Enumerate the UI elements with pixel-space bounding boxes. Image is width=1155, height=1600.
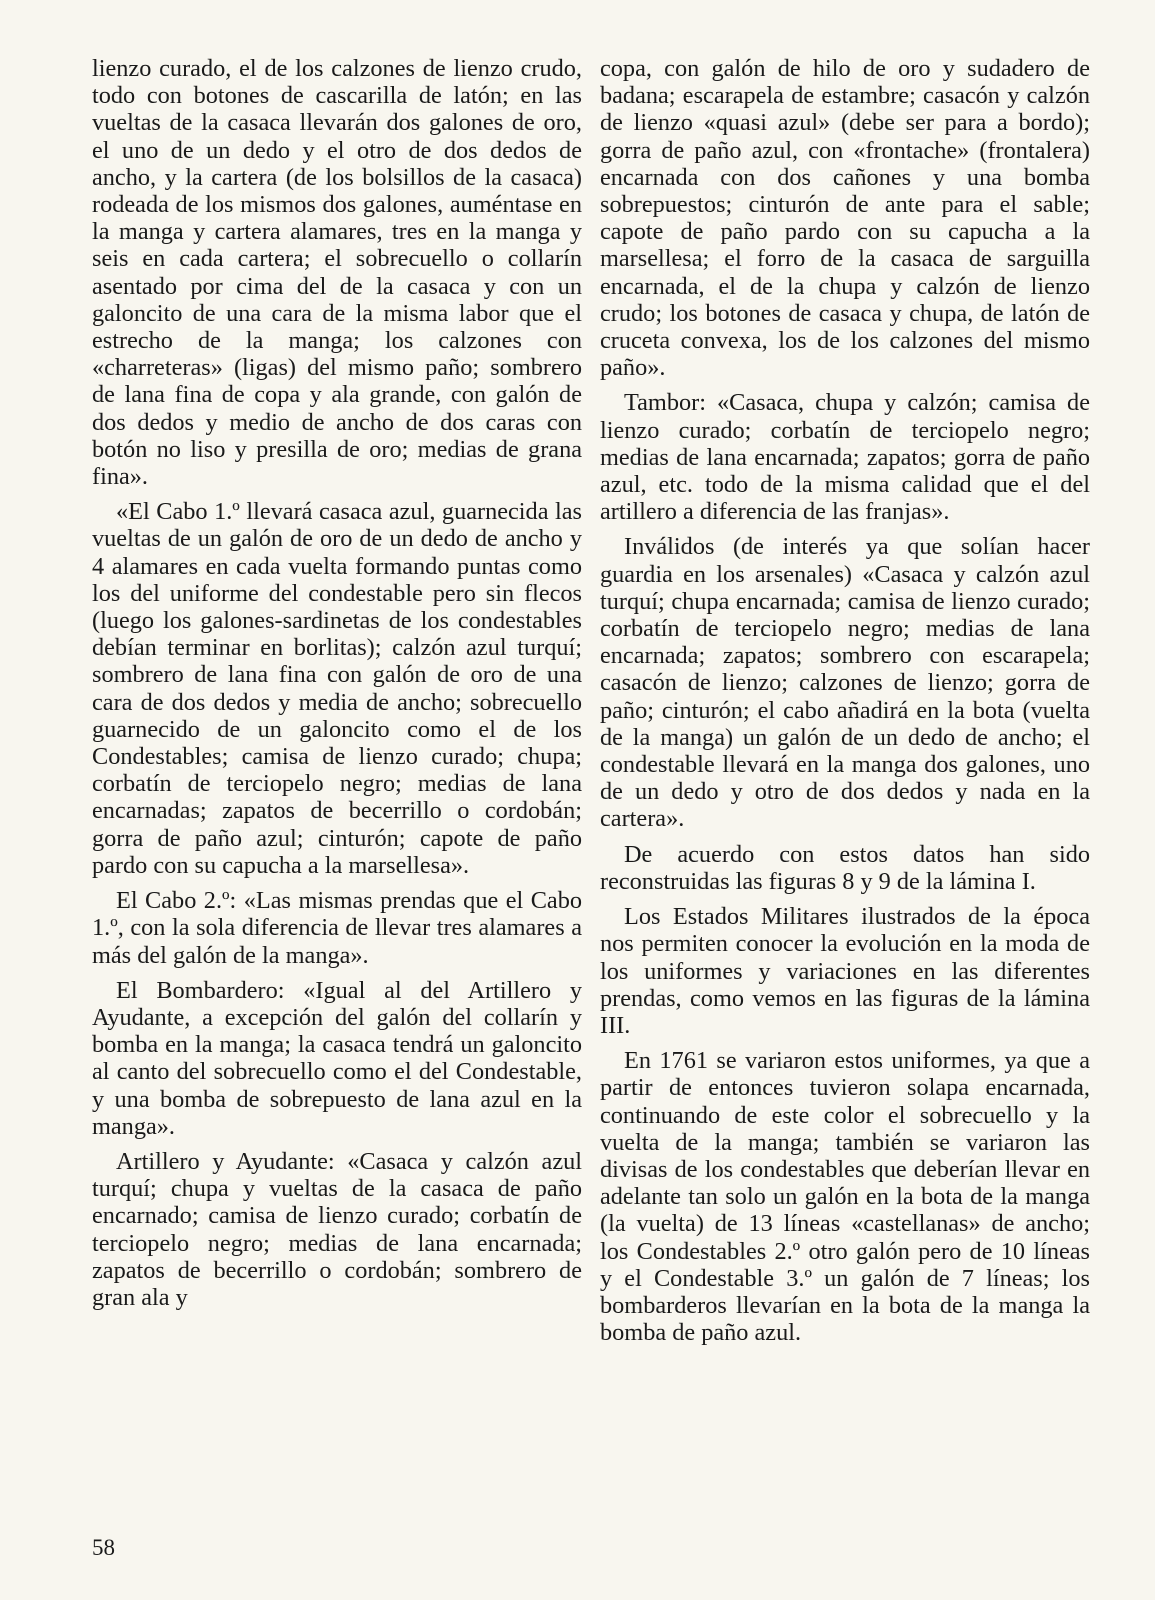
paragraph-left-3: El Cabo 2.º: «Las mismas prendas que el Cabo 1.º, con la sola diferencia de llevar tres alamares a más del galón de la manga». — [92, 887, 582, 969]
paragraph-left-1: lienzo curado, el de los calzones de lienzo crudo, todo con botones de cascarilla de latón; en las vueltas de la casaca llevarán dos galones de oro, el uno de un dedo y el otro de dos dedos de ancho, y la cartera (de los bolsillos de la casaca) rodeada de los mismos dos galones, auméntase en la manga y cartera alamares, tres en la manga y seis en cada cartera; el sobrecuello o collarín asentado por cima del de la casaca y con un galoncito de una cara de la misma labor que el estrecho de la manga; los calzones con «charreteras» (ligas) del mismo paño; sombrero de lana fina de copa y ala grande, con galón de dos dedos y medio de ancho de dos caras con botón no liso y presilla de oro; medias de grana fina». — [92, 55, 582, 491]
paragraph-right-2: Tambor: «Casaca, chupa y calzón; camisa de lienzo curado; corbatín de terciopelo negro; medias de lana encarnada; zapatos; gorra de paño azul, etc. todo de la misma calidad que el del artillero a diferencia de las franjas». — [600, 389, 1090, 526]
paragraph-left-5: Artillero y Ayudante: «Casaca y calzón azul turquí; chupa y vueltas de la casaca de paño encarnado; camisa de lienzo curado; corbatín de terciopelo negro; medias de lana encarnada; zapatos de becerrillo o cordobán; sombrero de gran ala y — [92, 1147, 582, 1311]
paragraph-left-2: «El Cabo 1.º llevará casaca azul, guarnecida las vueltas de un galón de oro de un dedo de ancho y 4 alamares en cada vuelta formando puntas como los del uniforme del condestable pero sin flecos (luego los galones-sardinetas de los condestables debían terminar en borlitas); calzón azul turquí; sombrero de lana fina con galón de oro de una cara de dos dedos y media de ancho; sobrecuello guarnecido de un galoncito como el de los Condestables; camisa de lienzo curado; chupa; corbatín de terciopelo negro; medias de lana encarnadas; zapatos de becerrillo o cordobán; gorra de paño azul; cinturón; capote de paño pardo con su capucha a la marsellesa». — [92, 498, 582, 879]
right-column — [600, 55, 1090, 1354]
paragraph-left-4: El Bombardero: «Igual al del Artillero y Ayudante, a excepción del galón del collarín y bomba en la manga; la casaca tendrá un galoncito al canto del sobrecuello como el del Condestable, y una bomba de sobrepuesto de lana azul en la manga». — [92, 976, 582, 1140]
left-column — [92, 55, 582, 1319]
paragraph-right-1: copa, con galón de hilo de oro y sudadero de badana; escarapela de estambre; casacón y calzón de lienzo «quasi azul» (debe ser para a bordo); gorra de paño azul, con «frontache» (frontalera) encarnada con dos cañones y una bomba sobrepuestos; cinturón de ante para el sable; capote de paño pardo con su capucha a la marsellesa; el forro de la casaca de sarguilla encarnada, el de la chupa y calzón de lienzo crudo; los botones de casaca y chupa, de latón de cruceta convexa, los de los calzones del mismo paño». — [600, 55, 1090, 382]
page-number: 58 — [92, 1535, 115, 1560]
paragraph-right-5: Los Estados Militares ilustrados de la época nos permiten conocer la evolución en la moda de los uniformes y variaciones en las diferentes prendas, como vemos en las figuras de la lámina III. — [600, 903, 1090, 1039]
paragraph-right-6: En 1761 se variaron estos uniformes, ya que a partir de entonces tuvieron solapa encarnada, continuando de este color el sobrecuello y la vuelta de la manga; también se variaron las divisas de los condestables que deberían llevar en adelante tan solo un galón en la bota de la manga (la vuelta) de 13 líneas «castellanas» de ancho; los Condestables 2.º otro galón pero de 10 líneas y el Condestable 3.º un galón de 7 líneas; los bombarderos llevarían en la bota de la manga la bomba de paño azul. — [600, 1047, 1090, 1347]
paragraph-right-4: De acuerdo con estos datos han sido reconstruidas las figuras 8 y 9 de la lámina I. — [600, 840, 1090, 895]
paragraph-right-3: Inválidos (de interés ya que solían hacer guardia en los arsenales) «Casaca y calzón azul turquí; chupa encarnada; camisa de lienzo curado; corbatín de terciopelo negro; medias de lana encarnada; zapatos; sombrero con escarapela; casacón de lienzo; calzones de lienzo; gorra de paño; cinturón; el cabo añadirá en la bota (vuelta de la manga) un galón de un dedo de ancho; el condestable llevará en la manga dos galones, uno de un dedo y otro de dos dedos y nada en la cartera». — [600, 533, 1090, 833]
